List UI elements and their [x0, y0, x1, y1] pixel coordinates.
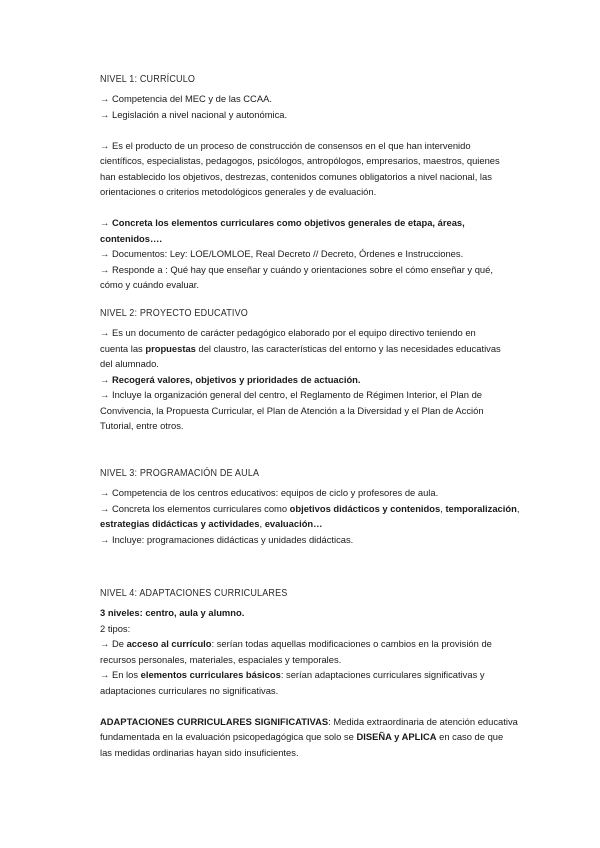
blank-line [100, 122, 520, 138]
section-nivel-3 [100, 467, 520, 547]
text-line: del alumnado. [100, 358, 159, 369]
text-line: estrategias didácticas y actividades, evaluación… [100, 518, 323, 529]
text-line: las medidas ordinarias hayan sido insuficientes. [100, 746, 299, 758]
section-nivel-2 [100, 307, 520, 434]
text-line: ADAPTACIONES CURRICULARES SIGNIFICATIVAS: Medida extraordinaria de atención educativa [100, 715, 518, 727]
text-line: → Competencia del MEC y de las CCAA. [100, 93, 272, 104]
section-nivel-1 [100, 73, 520, 293]
text-line: contenidos…. [100, 232, 162, 244]
blank-line [100, 200, 520, 216]
text-line: → Responde a : Qué hay que enseñar y cuándo y orientaciones sobre el cómo enseñar y qué, [100, 263, 493, 275]
text-line: recursos personales, materiales, espaciales y temporales. [100, 653, 342, 665]
text-line: orientaciones o criterios metodológicos generales y de evaluación. [100, 186, 377, 197]
text-line: cuenta las propuestas del claustro, las características del entorno y las necesidades educativas [100, 342, 501, 354]
text-line: Convivencia, la Propuesta Curricular, el Plan de Atención a la Diversidad y el Plan de Acción [100, 404, 484, 416]
section-heading: NIVEL 4: ADAPTACIONES CURRICULARES [100, 587, 288, 599]
text-line: → Recogerá valores, objetivos y prioridades de actuación. [100, 373, 361, 385]
text-line: → En los elementos curriculares básicos: serían adaptaciones curriculares significativas y [100, 669, 485, 680]
text-line: → Legislación a nivel nacional y autonómica. [100, 108, 288, 120]
text-line: → Concreta los elementos curriculares como objetivos didácticos y contenidos, temporalización, [100, 502, 520, 514]
blank-line [100, 698, 520, 714]
text-line: → De acceso al currículo: serían todas aquellas modificaciones o cambios en la provisión de [100, 638, 492, 649]
text-line: 2 tipos: [100, 622, 131, 634]
text-line: → Es un documento de carácter pedagógico elaborado por el equipo directivo teniendo en [100, 327, 476, 338]
section-heading: NIVEL 1: CURRÍCULO [100, 73, 196, 85]
text-line: → Concreta los elementos curriculares como objetivos generales de etapa, áreas, [100, 217, 465, 228]
text-line: han establecido los objetivos, destrezas, contenidos comunes obligatorios a nivel nacional, las [100, 170, 492, 182]
text-line: → Incluye: programaciones didácticas y unidades didácticas. [100, 533, 354, 545]
section-heading: NIVEL 2: PROYECTO EDUCATIVO [100, 307, 248, 319]
text-line: científicos, especialistas, pedagogos, psicólogos, antropólogos, empresarios, maestros, quienes [100, 155, 500, 166]
text-line: → Competencia de los centros educativos: equipos de ciclo y profesores de aula. [100, 487, 439, 498]
text-line: fundamentada en la evaluación psicopedagógica que solo se DISEÑA y APLICA en caso de que [100, 731, 504, 742]
text-line: → Es el producto de un proceso de construcción de consensos en el que han intervenido [100, 139, 471, 151]
text-line: adaptaciones curriculares no significativas. [100, 684, 279, 696]
text-line: Tutorial, entre otros. [100, 420, 184, 431]
text-line: 3 niveles: centro, aula y alumno. [100, 607, 245, 618]
text-line: → Incluye la organización general del centro, el Reglamento de Régimen Interior, el Plan de [100, 389, 482, 400]
section-nivel-4 [100, 587, 520, 760]
text-line: cómo y cuándo evaluar. [100, 279, 200, 290]
section-heading: NIVEL 3: PROGRAMACIÓN DE AULA [100, 467, 260, 479]
text-line: → Documentos: Ley: LOE/LOMLOE, Real Decreto // Decreto, Órdenes e Instrucciones. [100, 248, 464, 259]
